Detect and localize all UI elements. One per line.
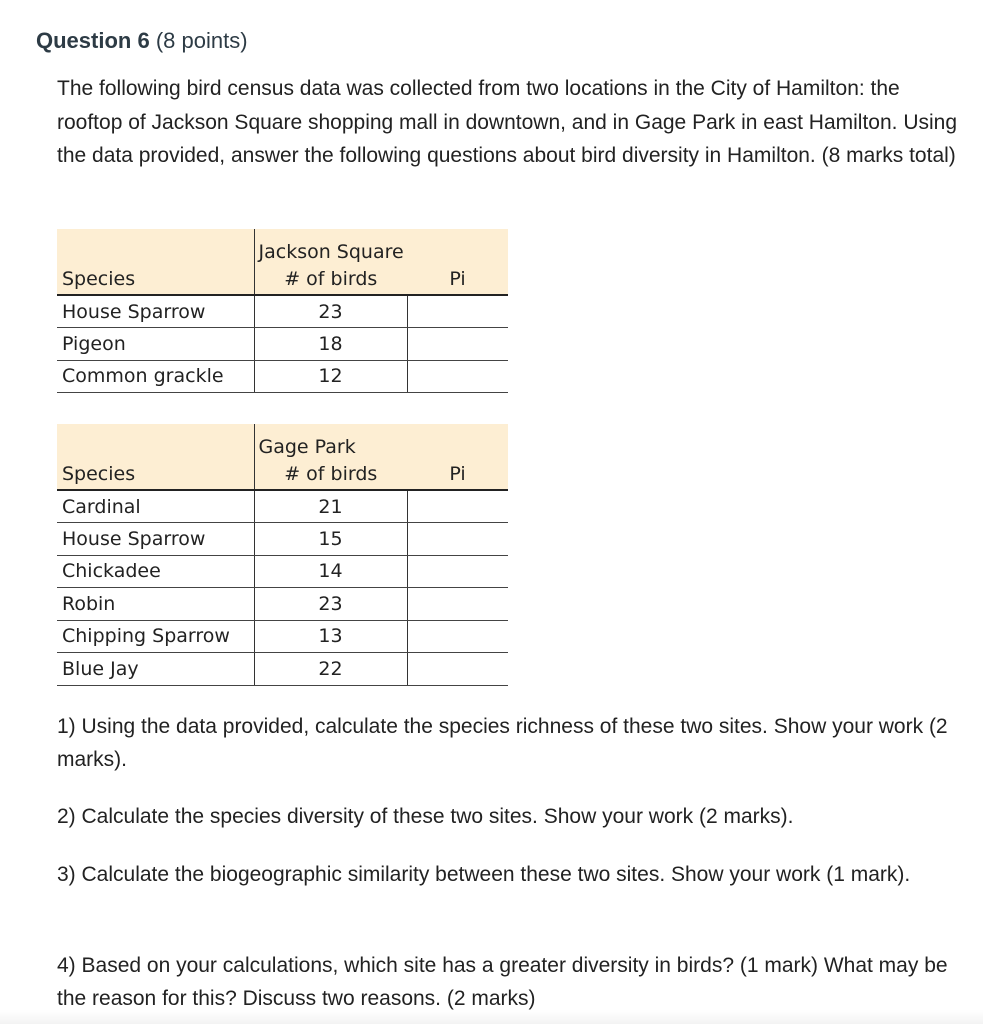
pi-cell	[407, 295, 508, 328]
species-cell: Cardinal	[57, 490, 254, 523]
table-location-row	[57, 424, 508, 458]
species-cell: Common grackle	[57, 360, 254, 393]
count-cell: 22	[254, 653, 407, 686]
sub-question-3: 3) Calculate the biogeographic similarity between these two sites. Show your work (1 mark).	[57, 863, 911, 886]
sub-question-2: 2) Calculate the species diversity of these two sites. Show your work (2 marks).	[57, 805, 794, 828]
table-header-row	[57, 263, 508, 295]
pi-cell	[407, 328, 508, 361]
species-cell: Chipping Sparrow	[57, 620, 254, 653]
question-points: (8 points)	[155, 28, 248, 53]
species-cell: Chickadee	[57, 555, 254, 588]
table-row	[57, 360, 508, 393]
count-cell: 21	[254, 490, 407, 523]
count-cell: 14	[254, 555, 407, 588]
pi-cell	[407, 620, 508, 653]
location-header: Jackson Square	[254, 229, 407, 263]
count-column-header: # of birds	[254, 458, 407, 490]
species-cell: House Sparrow	[57, 295, 254, 328]
pi-column-header: Pi	[407, 458, 508, 490]
table-row	[57, 490, 508, 523]
species-cell: Blue Jay	[57, 653, 254, 686]
bottom-fade	[0, 1010, 983, 1024]
count-cell: 13	[254, 620, 407, 653]
pi-cell	[407, 588, 508, 621]
table-row	[57, 588, 508, 621]
species-cell: House Sparrow	[57, 523, 254, 556]
table-location-row	[57, 229, 508, 263]
jackson-square-table	[57, 229, 508, 393]
gage-park-table	[57, 424, 508, 686]
pi-cell	[407, 555, 508, 588]
table-row	[57, 620, 508, 653]
species-column-header: Species	[57, 458, 254, 490]
species-column-header: Species	[57, 263, 254, 295]
pi-cell	[407, 653, 508, 686]
pi-cell	[407, 523, 508, 556]
table-row	[57, 295, 508, 328]
location-header: Gage Park	[254, 424, 407, 458]
question-title: Question 6	[36, 28, 150, 53]
count-cell: 23	[254, 588, 407, 621]
pi-column-header: Pi	[407, 263, 508, 295]
question-header	[36, 28, 248, 54]
table-row	[57, 328, 508, 361]
species-cell: Pigeon	[57, 328, 254, 361]
pi-cell	[407, 490, 508, 523]
question-intro: The following bird census data was collected from two locations in the City of Hamilton: the rooftop of Jackson Square shopping mall in downtown, and in Gage Park in east Hamilton. Using the data provided, answer the following questions about bird diversity in Hamilton. (8 marks total)	[57, 77, 958, 167]
sub-question-4: 4) Based on your calculations, which site has a greater diversity in birds? (1 mark) What may be the reason for this? Discuss two reasons. (2 marks)	[57, 954, 948, 1010]
table-row	[57, 653, 508, 686]
count-cell: 23	[254, 295, 407, 328]
count-column-header: # of birds	[254, 263, 407, 295]
count-cell: 12	[254, 360, 407, 393]
table-row	[57, 555, 508, 588]
count-cell: 18	[254, 328, 407, 361]
count-cell: 15	[254, 523, 407, 556]
sub-question-1: 1) Using the data provided, calculate the species richness of these two sites. Show your work (2 marks).	[57, 715, 948, 771]
table-row	[57, 523, 508, 556]
species-cell: Robin	[57, 588, 254, 621]
pi-cell	[407, 360, 508, 393]
table-header-row	[57, 458, 508, 490]
